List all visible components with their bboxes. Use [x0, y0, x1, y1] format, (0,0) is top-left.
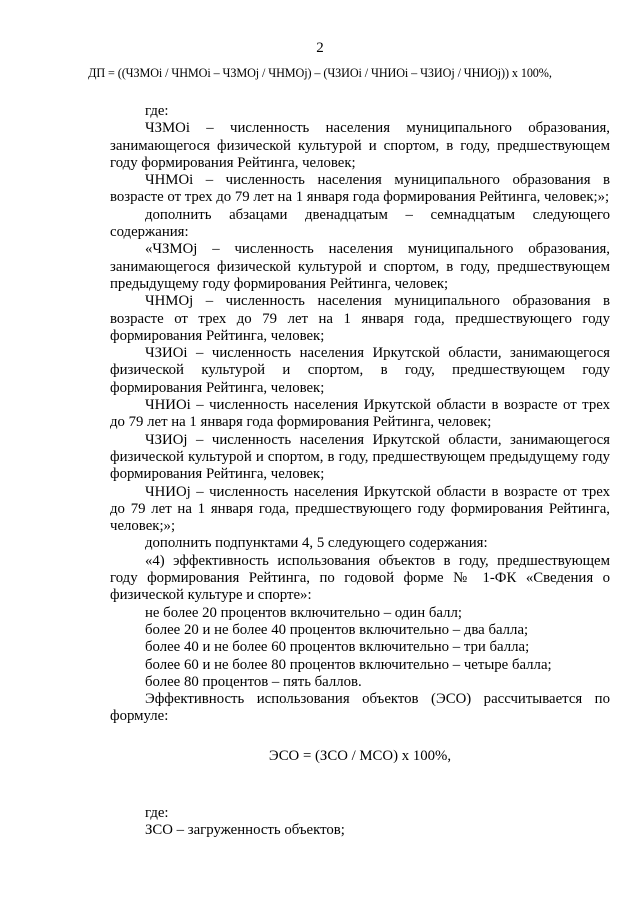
list-item: более 20 и не более 40 процентов включительно – два балла; [145, 621, 529, 638]
list-item: не более 20 процентов включительно – один балл; [145, 604, 462, 621]
paragraph: «ЧЗМОj – численность населения муниципального образования, занимающегося физической культурой и спортом, в году, предшествующем предыдущему году формирования Рейтинга, человек; [110, 241, 610, 292]
paragraph: «4) эффективность использования объектов в году, предшествующем году формирования Рейтинга, по годовой форме № 1-ФК «Сведения о физической культуре и спорте»: [110, 552, 610, 604]
page-number: 2 [316, 40, 324, 56]
paragraph: ЧНИОi – численность населения Иркутской области в возрасте от трех до 79 лет на 1 января года формирования Рейтинга, человек; [110, 397, 610, 431]
paragraph: где: [145, 804, 169, 821]
paragraph: ЧНМОj – численность населения муниципального образования в возрасте от трех до 79 лет на 1 января года, предшествующего году формирования Рейтинга, человек; [110, 293, 610, 344]
list-item: более 80 процентов – пять баллов. [145, 673, 362, 690]
paragraph: Эффективность использования объектов (ЭСО) рассчитывается по формуле: [110, 691, 610, 725]
body-text [110, 103, 610, 840]
paragraph: ЧНИОj – численность населения Иркутской области в возрасте от трех до 79 лет на 1 января года, предшествующего году формирования Рейтинга, человек;»; [110, 483, 610, 535]
formula-dp: ДП = ((ЧЗМОi / ЧНМОi – ЧЗМОj / ЧНМОj) – (ЧЗИОi / ЧНИОi – ЧЗИОj / ЧНИОj)) х 100%, [88, 66, 552, 80]
paragraph: ЗСО – загруженность объектов; [145, 822, 345, 839]
paragraph: ЧЗМОi – численность населения муниципального образования, занимающегося физической культурой и спортом, в году, предшествующем году формирования Рейтинга, человек; [110, 120, 610, 171]
paragraph: дополнить подпунктами 4, 5 следующего содержания: [145, 535, 488, 552]
paragraph: ЧЗИОj – численность населения Иркутской области, занимающегося физической культурой и спортом, в году, предшествующем предыдущему году формирования Рейтинга, человек; [110, 431, 610, 483]
paragraph: где: [145, 103, 169, 119]
formula-eso: ЭСО = (ЗСО / МСО) х 100%, [268, 747, 452, 764]
paragraph: дополнить абзацами двенадцатым – семнадцатым следующего содержания: [110, 206, 610, 241]
list-item: более 60 и не более 80 процентов включительно – четыре балла; [145, 656, 552, 673]
list-item: более 40 и не более 60 процентов включительно – три балла; [145, 639, 530, 656]
paragraph: ЧЗИОi – численность населения Иркутской области, занимающегося физической культурой и спортом, в году, предшествующем году формирования Рейтинга, человек; [110, 345, 610, 396]
paragraph: ЧНМОi – численность населения муниципального образования в возрасте от трех до 79 лет на 1 января года формирования Рейтинга, человек;»; [110, 172, 610, 206]
